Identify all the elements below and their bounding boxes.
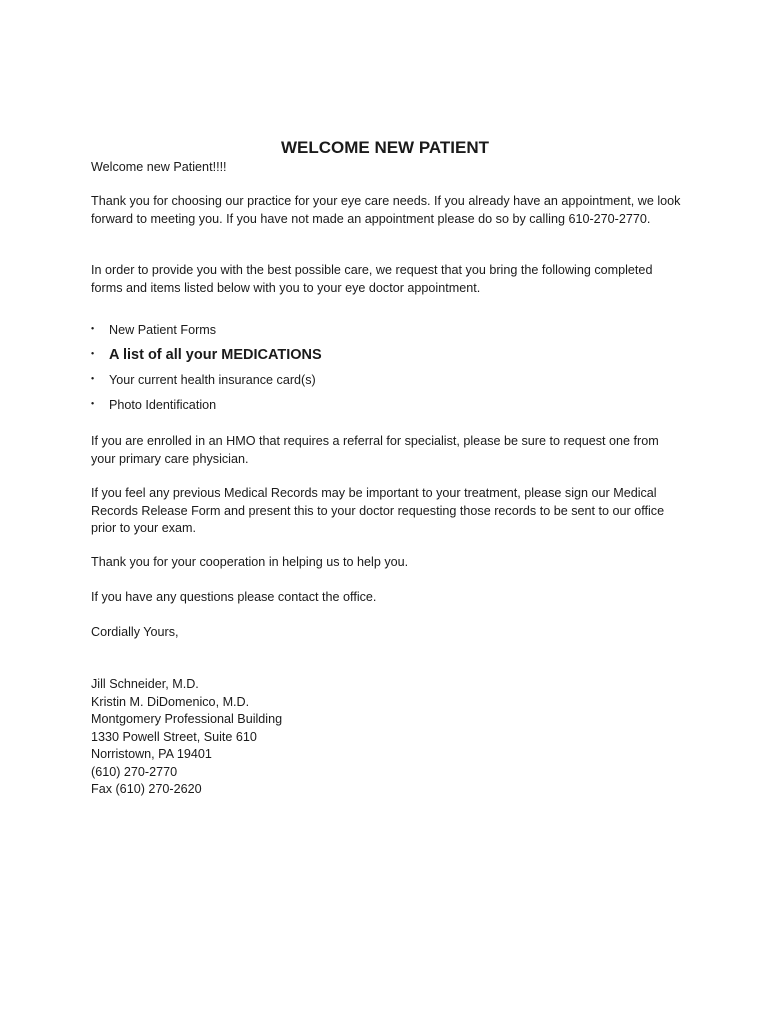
bullet-icon: • <box>91 373 95 384</box>
signature-street: 1330 Powell Street, Suite 610 <box>91 729 257 744</box>
signature-doctor-1: Jill Schneider, M.D. <box>91 677 199 691</box>
list-item <box>91 318 681 343</box>
signature-phone: (610) 270-2770 <box>91 764 178 779</box>
hmo-referral-paragraph: If you are enrolled in an HMO that requires a referral for specialist, please be sure to request one from your primary care physician. <box>91 434 659 466</box>
signature-block <box>91 676 282 799</box>
signature-fax: Fax (610) 270-2620 <box>91 782 202 796</box>
bullet-icon: • <box>91 348 95 359</box>
page-title: WELCOME NEW PATIENT <box>280 138 490 157</box>
list-item <box>91 343 681 368</box>
list-item-label: Your current health insurance card(s) <box>109 372 316 387</box>
list-item <box>91 368 681 393</box>
cooperation-text: Thank you for your cooperation in helping us to help you. <box>91 555 409 569</box>
questions-text: If you have any questions please contact the office. <box>91 590 377 604</box>
intro-paragraph: Thank you for choosing our practice for your eye care needs. If you already have an appointment, we look forward to meeting you. If you have not made an appointment please do so by calling 610-270-2770. <box>91 194 681 226</box>
items-to-bring-list <box>91 318 681 418</box>
request-paragraph: In order to provide you with the best possible care, we request that you bring the following completed forms and items listed below with you to your eye doctor appointment. <box>91 263 653 295</box>
signature-doctor-2: Kristin M. DiDomenico, M.D. <box>91 694 250 709</box>
signature-building: Montgomery Professional Building <box>91 712 283 726</box>
bullet-icon: • <box>91 398 95 409</box>
closing-text: Cordially Yours, <box>91 625 179 639</box>
medical-records-paragraph: If you feel any previous Medical Records may be important to your treatment, please sign our Medical Records Release Form and present this to your doctor requesting those records to be sent to our office prior to your exam. <box>91 486 665 535</box>
bullet-icon: • <box>91 323 95 334</box>
greeting-text: Welcome new Patient!!!! <box>91 160 227 174</box>
signature-city: Norristown, PA 19401 <box>91 747 212 761</box>
list-item-label: A list of all your MEDICATIONS <box>109 346 322 363</box>
list-item-label: New Patient Forms <box>109 322 217 337</box>
list-item <box>91 393 681 418</box>
list-item-label: Photo Identification <box>109 397 217 412</box>
